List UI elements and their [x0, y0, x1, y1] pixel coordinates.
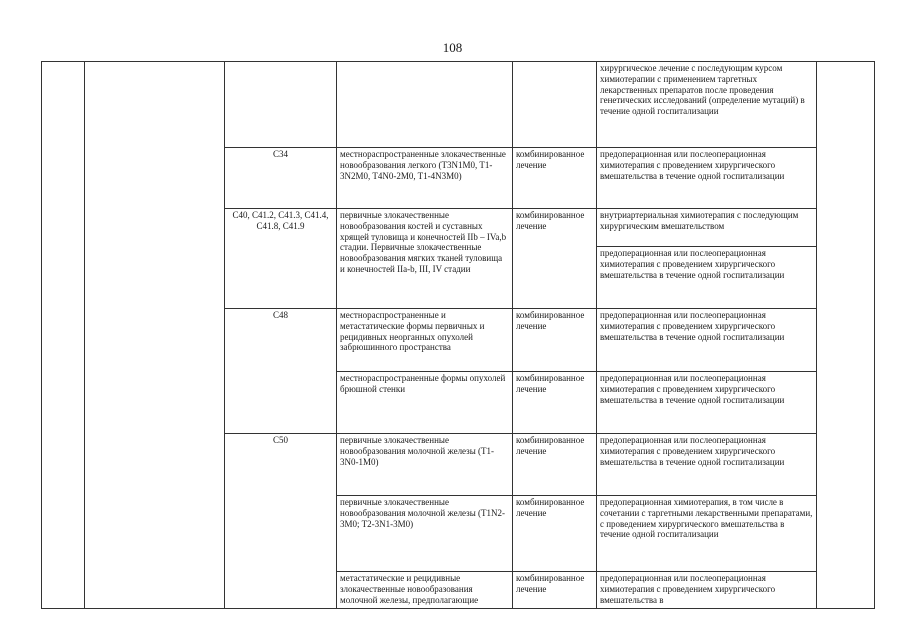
code-cell: C50: [225, 434, 337, 609]
condition-cell: метастатические и рецидивные злокачественные новообразования молочной железы, предполагающие: [337, 572, 513, 609]
treatment-cell: предоперационная или послеоперационная химиотерапия с проведением хирургического вмешательства в течение одной госпитализации: [597, 372, 817, 434]
code-cell: [225, 62, 337, 148]
treatment-cell: предоперационная или послеоперационная химиотерапия с проведением хирургического вмешательства в течение одной госпитализации: [597, 434, 817, 496]
treatment-cell: предоперационная или послеоперационная химиотерапия с проведением хирургического вмешательства в течение одной госпитализации: [597, 309, 817, 372]
method-cell: комбинированное лечение: [513, 309, 597, 372]
treatment-cell: предоперационная или послеоперационная химиотерапия с проведением хирургического вмешательства в течение одной госпитализации: [597, 247, 817, 309]
method-cell: [513, 62, 597, 148]
empty-index-cell: [42, 62, 85, 609]
treatment-cell: внутриартериальная химиотерапия с последующим хирургическим вмешательством: [597, 209, 817, 247]
condition-cell: [337, 62, 513, 148]
condition-cell: местнораспространенные формы опухолей брюшной стенки: [337, 372, 513, 434]
treatment-cell: предоперационная химиотерапия, в том числе в сочетании с таргетными лекарственными препаратами, с проведением хирургического вмешательства в течение одной госпитализации: [597, 496, 817, 572]
method-cell: комбинированное лечение: [513, 434, 597, 496]
page-number: 108: [442, 40, 463, 55]
code-cell: C34: [225, 148, 337, 209]
table-row: [42, 62, 875, 148]
condition-cell: местнораспространенные и метастатические формы первичных и рецидивных неорганных опухолей забрюшинного пространства: [337, 309, 513, 372]
empty-profile-cell: [85, 62, 225, 609]
treatment-cell: предоперационная или послеоперационная химиотерапия с проведением хирургического вмешательства в течение одной госпитализации: [597, 148, 817, 209]
method-cell: комбинированное лечение: [513, 209, 597, 309]
method-cell: комбинированное лечение: [513, 148, 597, 209]
condition-cell: первичные злокачественные новообразования костей и суставных хрящей туловища и конечностей IIb – IVa,b стадии. Первичные злокачественные новообразования мягких тканей туловища и конечностей IIa-b, III, IV стадии: [337, 209, 513, 309]
method-cell: комбинированное лечение: [513, 496, 597, 572]
method-cell: комбинированное лечение: [513, 572, 597, 609]
condition-cell: первичные злокачественные новообразования молочной железы (T1N2-3M0; T2-3N1-3M0): [337, 496, 513, 572]
empty-standard-cell: [817, 62, 875, 609]
treatment-table: [41, 61, 875, 609]
code-cell: C40, C41.2, C41.3, C41.4, C41.8, C41.9: [225, 209, 337, 309]
condition-cell: первичные злокачественные новообразования молочной железы (T1-3N0-1M0): [337, 434, 513, 496]
treatment-cell: хирургическое лечение с последующим курсом химиотерапии с применением таргетных лекарственных препаратов после проведения генетических исследований (определение мутаций) в течение одной госпитализации: [597, 62, 817, 148]
method-cell: комбинированное лечение: [513, 372, 597, 434]
code-cell: C48: [225, 309, 337, 434]
condition-cell: местнораспространенные злокачественные новообразования легкого (T3N1M0, T1-3N2M0, T4N0-2M0, T1-4N3M0): [337, 148, 513, 209]
treatment-cell: предоперационная или послеоперационная химиотерапия с проведением хирургического вмешательства в: [597, 572, 817, 609]
